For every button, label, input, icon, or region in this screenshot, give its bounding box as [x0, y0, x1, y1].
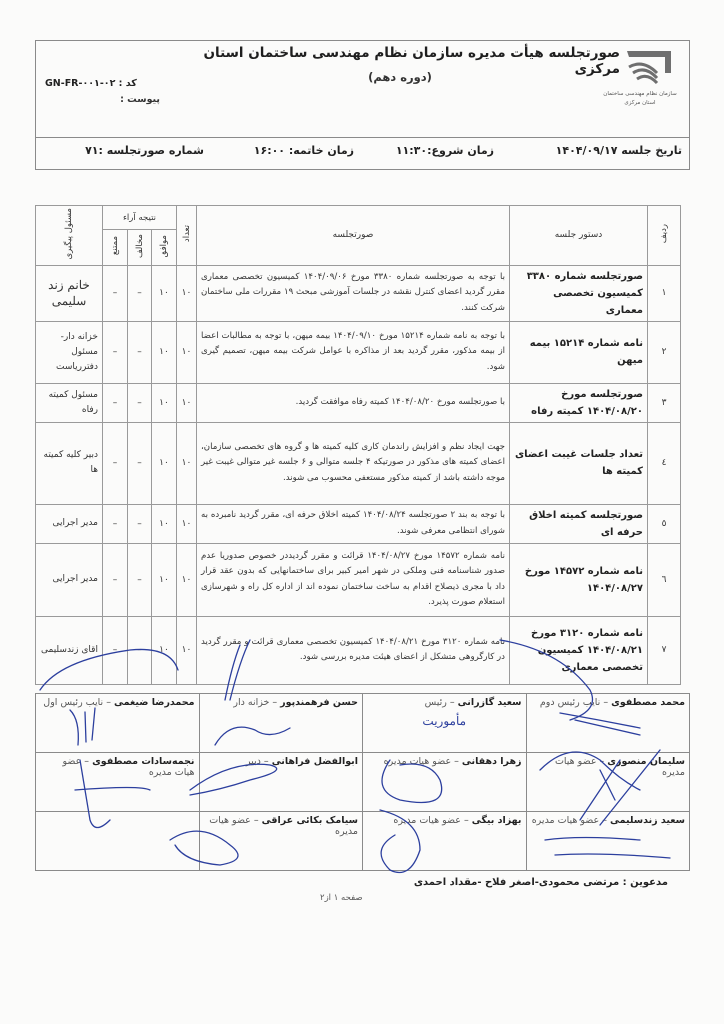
header-disagree-label: مخالف [134, 233, 145, 258]
abstain-cell: – [102, 383, 127, 422]
row-number: ٥ [648, 504, 681, 543]
name-role-separator: – [260, 756, 272, 767]
name-role-separator: – [596, 756, 608, 767]
signatory-name: بهزاد بیگی [471, 815, 522, 826]
agree-cell: ۱۰ [152, 383, 177, 422]
name-role-separator: – [460, 815, 472, 826]
abstain-cell: – [102, 265, 127, 321]
end-time: زمان خاتمه: ۱۶:۰۰ [253, 144, 354, 157]
signature-cell [199, 694, 363, 753]
signatory-name: حسن فرهمندپور [280, 697, 358, 708]
abstain-cell: – [102, 321, 127, 383]
agree-cell: ۱۰ [152, 422, 177, 504]
signatory-name: زهرا دهقانی [461, 756, 522, 767]
agenda-cell: صورتجلسه شماره ۳۳۸۰ کمیسیون تخصصی معماری [510, 265, 648, 321]
responsible-cell: اقای زندسلیمی [36, 616, 103, 684]
logo-caption-line2: استان مرکزی [624, 100, 656, 106]
signatory-role: عضو هیات مدیره [393, 815, 461, 826]
disagree-cell: – [128, 383, 152, 422]
row-number: ۳ [648, 383, 681, 422]
minutes-cell: با توجه به صورتجلسه شماره ۳۳۸۰ مورخ ۱۴۰۴/۰۹/۰۶ کمیسیون تخصصی معماری مقرر گردید اعضای کنترل نقشه در جلسات آموزشی مبحث ۱۹ مقررات ملی ساختمان شرکت کنند. [197, 265, 510, 321]
signature-cell [363, 812, 527, 871]
attachment-label: پیوست : [120, 94, 160, 105]
disagree-cell: – [128, 422, 152, 504]
signatory-role: خزانه دار [233, 697, 270, 708]
signatory-name: نجمه‌سادات مصطفوی [92, 756, 195, 767]
count-cell: ۱۰ [177, 321, 197, 383]
header-responsible [36, 206, 103, 266]
document-subtitle: (دوره دهم) [368, 70, 432, 84]
table-row [36, 543, 681, 616]
count-cell: ۱۰ [177, 383, 197, 422]
agree-cell: ۱۰ [152, 321, 177, 383]
name-role-separator: – [250, 815, 262, 826]
header-votes-group: نتیجه آراء [102, 206, 176, 230]
header-abstain-label: ممتنع [109, 236, 120, 256]
minutes-table [35, 205, 681, 685]
header-agenda: دستور جلسه [510, 206, 648, 266]
disagree-cell: – [128, 616, 152, 684]
responsible-cell: مسئول کمیته رفاه [36, 383, 103, 422]
signature-cell [363, 694, 527, 753]
form-code: GN-FR-۰۰۱-۰۲ : کد [45, 78, 137, 89]
signatory-name: سعید زندسلیمی [610, 815, 685, 826]
header-count-label: تعداد [181, 225, 192, 243]
header-row-number-label: ردیف [659, 224, 669, 244]
minutes-cell: با توجه به نامه شماره ۱۵۲۱۴ مورخ ۱۴۰۴/۰۹/۱۰ بیمه میهن، با توجه به مطالبات اعضا از بیمه مذکور، مقرر گردید بعد از مذاکره با عوامل شرکت بیمه میهن، تصمیم گیری شود. [197, 321, 510, 383]
table-row [36, 321, 681, 383]
responsible-cell: مدیر اجرایی [36, 504, 103, 543]
count-cell: ۱۰ [177, 616, 197, 684]
agenda-cell: صورتجلسه مورخ ۱۴۰۴/۰۸/۲۰ کمیته رفاه [510, 383, 648, 422]
minutes-cell: نامه شماره ۳۱۲۰ مورخ ۱۴۰۴/۰۸/۲۱ کمیسیون تخصصی معماری قرائت و مقرر گردید در کارگروهی متشکل از اعضای هیئت مدیره بررسی شود. [197, 616, 510, 684]
agenda-cell: صورتجلسه کمیته اخلاق حرفه ای [510, 504, 648, 543]
signatory-role: عضو هیات مدیره [554, 756, 685, 778]
abstain-cell: – [102, 616, 127, 684]
signatory-role: رئیس [424, 697, 447, 708]
signatory-name: سلیمان منصوری [607, 756, 685, 767]
signature-cell [199, 753, 363, 812]
logo-caption [600, 90, 680, 108]
agenda-cell: تعداد جلسات غیبت اعضای کمیته ها [510, 422, 648, 504]
count-cell: ۱۰ [177, 265, 197, 321]
signature-cell [36, 753, 200, 812]
abstain-cell: – [102, 504, 127, 543]
minutes-cell: با توجه به بند ۲ صورتجلسه ۱۴۰۴/۰۸/۲۴ کمیته اخلاق حرفه ای، مقرر گردید نامبرده به شورای انتظامی معرفی شوند. [197, 504, 510, 543]
minutes-number: شماره صورتجلسه :۷۱ [85, 144, 204, 157]
name-role-separator: – [103, 697, 114, 708]
signatory-role: عضو هیات مدیره [209, 815, 358, 837]
signature-cell [526, 812, 690, 871]
header-divider [35, 137, 690, 138]
signature-cell [526, 694, 690, 753]
signature-cell [363, 753, 527, 812]
minutes-cell: نامه شماره ۱۴۵۷۲ مورخ ۱۴۰۴/۰۸/۲۷ قرائت و مقرر گردیددر خصوص صدوریا عدم صدور شناسنامه فنی وملکی در شهر امیر کبیر برای ساختمانهایی که بدون عقد قرار داد با مجری ذیصلاح اقدام به ساخت ساختمان نموده اند از اداره کل راه و شهرسازی استعلام صورت پذیرد. [197, 543, 510, 616]
signatory-role: عضو هیات مدیره [383, 756, 452, 767]
signature-cell [199, 812, 363, 871]
agenda-cell: نامه شماره ۱۵۲۱۴ بیمه میهن [510, 321, 648, 383]
header-abstain [102, 230, 127, 265]
row-number: ۱ [648, 265, 681, 321]
agree-cell: ۱۰ [152, 504, 177, 543]
meeting-date: تاریخ جلسه ۱۴۰۴/۰۹/۱۷ [555, 144, 682, 157]
signatures-table [35, 693, 690, 871]
agree-cell: ۱۰ [152, 543, 177, 616]
signatory-role: عضو هیات مدیره [531, 815, 600, 826]
signature-row [36, 753, 690, 812]
table-header-row [36, 206, 681, 230]
abstain-cell: – [102, 543, 127, 616]
count-cell: ۱۰ [177, 504, 197, 543]
responsible-cell: دبیر کلیه کمیته ها [36, 422, 103, 504]
signature-row [36, 694, 690, 753]
name-role-separator: – [81, 756, 93, 767]
minutes-cell: جهت ایجاد نظم و افزایش راندمان کاری کلیه کمیته ها و گروه های تخصصی سازمان، اعضای کمیته های مذکور در صورتیکه ۴ جلسه متوالی و ۶ جلسه غیر متوالی غیبت غیر موجه داشته باشد از کمیته مذکور مستعفی محسوب می شوند. [197, 422, 510, 504]
signature-cell [36, 812, 200, 871]
signatory-name: محمدرضا ضیغمی [113, 697, 195, 708]
table-row [36, 383, 681, 422]
signatory-role: دبیر [245, 756, 261, 767]
agree-cell: ۱۰ [152, 616, 177, 684]
signature-note: مأموریت [422, 714, 467, 728]
signatory-role: نایب رئیس اول [43, 697, 104, 708]
name-role-separator: – [599, 815, 611, 826]
signatory-name: سیامک بکائی عراقی [261, 815, 358, 826]
responsible-cell: خانم زند سلیمی [36, 265, 103, 321]
name-role-separator: – [451, 756, 462, 767]
signature-row [36, 812, 690, 871]
name-role-separator: – [446, 697, 458, 708]
signatory-name: محمد مصطفوی [611, 697, 685, 708]
header-agree [152, 230, 177, 265]
signatory-name: سعید گازرانی [457, 697, 522, 708]
table-row [36, 265, 681, 321]
table-row [36, 616, 681, 684]
header-disagree [128, 230, 152, 265]
agenda-cell: نامه شماره ۱۴۵۷۲ مورخ ۱۴۰۴/۰۸/۲۷ [510, 543, 648, 616]
name-role-separator: – [269, 697, 281, 708]
page-number: صفحه ۱ از۲ [320, 893, 363, 903]
header-agree-label: موافق [159, 234, 169, 258]
name-role-separator: – [600, 697, 612, 708]
signatory-name: ابوالفضل فراهانی [271, 756, 358, 767]
agenda-cell: نامه شماره ۳۱۲۰ مورخ ۱۴۰۴/۰۸/۲۱ کمیسیون تخصصی معماری [510, 616, 648, 684]
signatory-role: نایب رئیس دوم [539, 697, 601, 708]
header-responsible-label: مسئول پیگیری [63, 208, 74, 260]
header-count [177, 206, 197, 266]
row-number: ۲ [648, 321, 681, 383]
table-row [36, 504, 681, 543]
disagree-cell: – [128, 321, 152, 383]
signature-cell [36, 694, 200, 753]
table-row [36, 422, 681, 504]
row-number: ٦ [648, 543, 681, 616]
disagree-cell: – [128, 504, 152, 543]
header-minutes: صورتجلسه [197, 206, 510, 266]
abstain-cell: – [102, 422, 127, 504]
agree-cell: ۱۰ [152, 265, 177, 321]
invitees: مدعوین : مرتضی محمودی-اصغر فلاح -مقداد احمدی [413, 877, 668, 888]
count-cell: ۱۰ [177, 422, 197, 504]
responsible-cell: خزانه دار- مسئول دفترریاست [36, 321, 103, 383]
disagree-cell: – [128, 543, 152, 616]
signatory-role: عضو هیات مدیره [62, 756, 195, 778]
document-title: صورتجلسه هیأت مدیره سازمان نظام مهندسی ساختمان استان مرکزی [203, 45, 620, 77]
start-time: زمان شروع:۱۱:۳۰ [395, 144, 494, 157]
logo-caption-line1: سازمان نظام مهندسی ساختمان [603, 91, 677, 97]
responsible-cell: مدیر اجرایی [36, 543, 103, 616]
minutes-cell: با صورتجلسه مورخ ۱۴۰۴/۰۸/۲۰ کمیته رفاه موافقت گردید. [197, 383, 510, 422]
header-row-number [648, 206, 681, 266]
disagree-cell: – [128, 265, 152, 321]
signature-cell [526, 753, 690, 812]
row-number: ۷ [648, 616, 681, 684]
count-cell: ۱۰ [177, 543, 197, 616]
row-number: ٤ [648, 422, 681, 504]
